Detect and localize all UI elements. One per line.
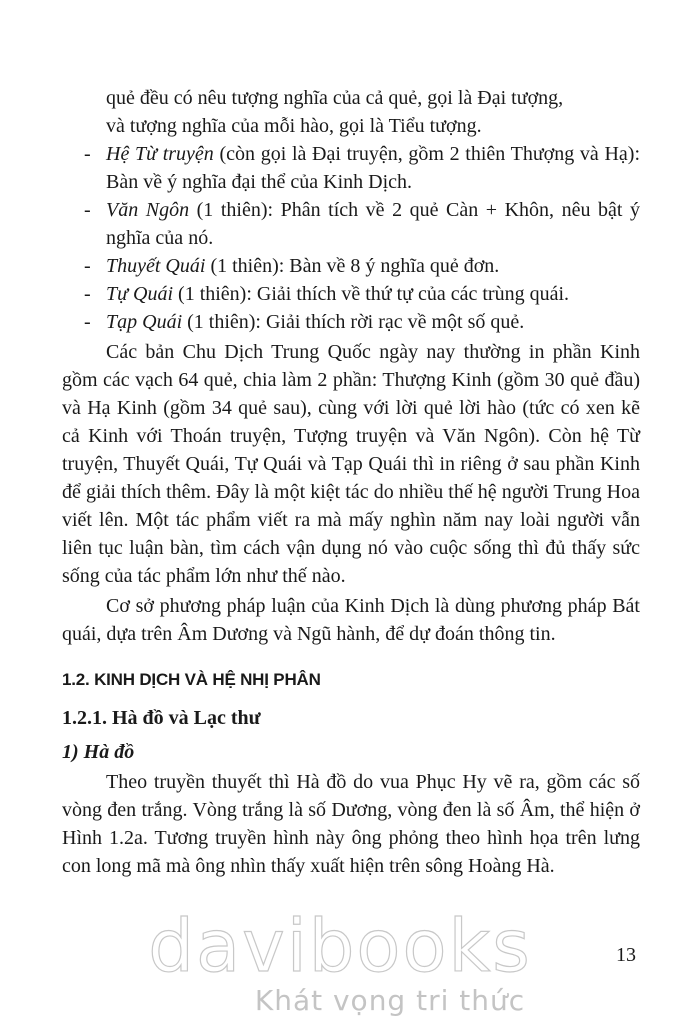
- bullet-text: [106, 252, 640, 280]
- paragraph-ha-do: [62, 768, 640, 880]
- bullet-term: Thuyết Quái: [106, 255, 206, 277]
- bullet-term: Hệ Từ truyện: [106, 143, 214, 165]
- intro-line-1: quẻ đều có nêu tượng nghĩa của cả quẻ, gọi là Đại tượng,: [106, 87, 564, 109]
- paragraph-text: Cơ sở phương pháp luận của Kinh Dịch là dùng phương pháp Bát quái, dựa trên Âm Dương và Ngũ hành, để dự đoán thông tin.: [62, 595, 640, 645]
- bullet-rest: (1 thiên): Phân tích về 2 quẻ Càn + Khôn, nêu bật ý nghĩa của nó.: [106, 199, 640, 249]
- bullet-text: [106, 280, 640, 308]
- bullet-dash: -: [84, 199, 91, 221]
- page-body: [62, 84, 640, 880]
- bullet-dash: -: [84, 311, 91, 333]
- intro-line-2: và tượng nghĩa của mỗi hào, gọi là Tiểu tượng.: [106, 115, 482, 137]
- bullet-tu-quai: [62, 280, 640, 308]
- bullet-dash: -: [84, 143, 91, 165]
- subsection-heading: 1.2.1. Hà đồ và Lạc thư: [62, 707, 261, 729]
- bullet-term: Tự Quái: [106, 283, 174, 305]
- paragraph-text: Theo truyền thuyết thì Hà đồ do vua Phục Hy vẽ ra, gồm các số vòng đen trắng. Vòng trắng là số Dương, vòng đen là số Âm, thể hiện ở Hình 1.2a. Tương truyền hình này ông phỏng theo hình họa trên lưng con long mã mà ông nhìn thấy xuất hiện trên sông Hoàng Hà.: [62, 771, 640, 877]
- paragraph-phuong-phap: [62, 592, 640, 648]
- bullet-rest: (1 thiên): Bàn về 8 ý nghĩa quẻ đơn.: [205, 255, 500, 277]
- bullet-text: [106, 196, 640, 252]
- bullet-van-ngon: [62, 196, 640, 252]
- page-number: 13: [616, 944, 636, 966]
- bullet-rest: (1 thiên): Giải thích rời rạc về một số quẻ.: [182, 311, 525, 333]
- item-heading: 1) Hà đồ: [62, 741, 135, 763]
- paragraph-text: Các bản Chu Dịch Trung Quốc ngày nay thường in phần Kinh gồm các vạch 64 quẻ, chia làm 2 phần: Thượng Kinh (gồm 30 quẻ đầu) và Hạ Kinh (gồm 34 quẻ sau), cùng với lời quẻ lời hào (tức có xen kẽ cả Kinh với Thoán truyện, Tượng truyện và Văn Ngôn). Còn hệ Từ truyện, Thuyết Quái, Tự Quái và Tạp Quái thì in riêng ở sau phần Kinh để giải thích thêm. Đây là một kiệt tác do nhiều thế hệ người Trung Hoa viết lên. Một tác phẩm viết ra mà mấy nghìn năm nay loài người vẫn liên tục luận bàn, tìm cách vận dụng nó vào cuộc sống thì đủ thấy sức sống của tác phẩm lớn như thế nào.: [62, 341, 640, 587]
- bullet-dash: -: [84, 255, 91, 277]
- paragraph-chu-dich: [62, 338, 640, 590]
- bullet-term: Tạp Quái: [106, 311, 183, 333]
- watermark-slogan: Khát vọng tri thức: [254, 984, 526, 1017]
- bullet-term: Văn Ngôn: [106, 199, 190, 221]
- bullet-text: [106, 308, 640, 336]
- bullet-thuyet-quai: [62, 252, 640, 280]
- watermark-logo: davibooks: [148, 904, 532, 988]
- bullet-he-tu-truyen: [62, 140, 640, 196]
- bullet-tap-quai: [62, 308, 640, 336]
- bullet-text: [106, 140, 640, 196]
- bullet-dash: -: [84, 283, 91, 305]
- section-heading: 1.2. KINH DỊCH VÀ HỆ NHỊ PHÂN: [62, 670, 321, 689]
- bullet-rest: (1 thiên): Giải thích về thứ tự của các trùng quái.: [173, 283, 570, 305]
- bullet-rest: (còn gọi là Đại truyện, gồm 2 thiên Thượng và Hạ): Bàn về ý nghĩa đại thể của Kinh Dịch.: [106, 143, 640, 193]
